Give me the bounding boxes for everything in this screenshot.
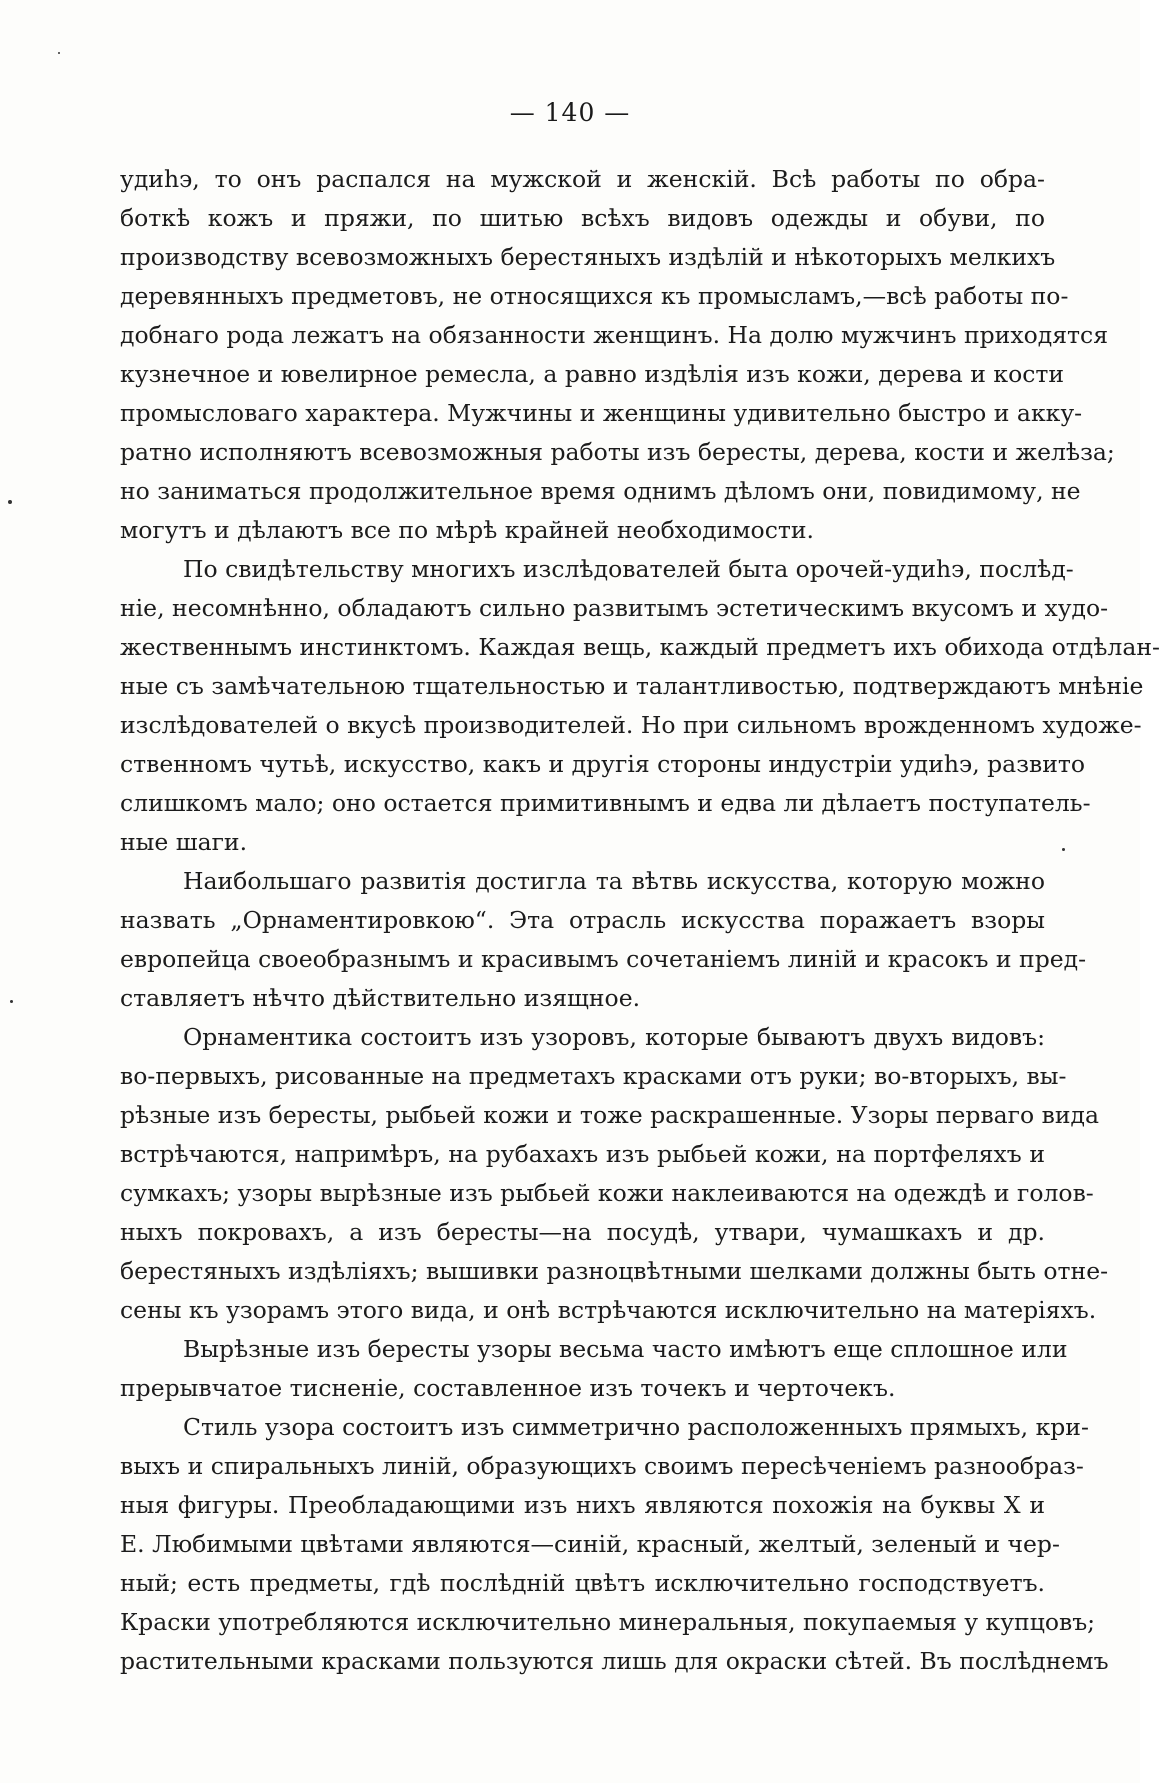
text-line: Вырѣзные изъ бересты узоры весьма часто имѣютъ еще сплошное или: [183, 1335, 1068, 1363]
scan-speck: [8, 500, 12, 504]
text-line: ставляетъ нѣчто дѣйствительно изящное.: [120, 984, 641, 1012]
page-number: — 140 —: [509, 98, 631, 127]
text-line: удиһэ, то онъ распался на мужской и женскій. Всѣ работы по обра-: [120, 165, 1045, 193]
text-line: добнаго рода лежатъ на обязанности женщинъ. На долю мужчинъ приходятся: [120, 321, 1109, 349]
text-line: ные съ замѣчательною тщательностью и талантливостью, подтверждаютъ мнѣніе: [120, 672, 1144, 700]
text-line: изслѣдователей о вкусѣ производителей. Но при сильномъ врожденномъ художе-: [120, 711, 1142, 739]
text-line: кузнечное и ювелирное ремесла, а равно издѣлія изъ кожи, дерева и кости: [120, 360, 1065, 388]
text-line: слишкомъ мало; оно остается примитивнымъ и едва ли дѣлаетъ поступатель-: [120, 789, 1091, 817]
scan-speck: [10, 1000, 13, 1003]
body-text: [120, 160, 1160, 1681]
text-line: Наибольшаго развитія достигла та вѣтвь искусства, которую можно: [183, 867, 1045, 895]
text-line: производству всевозможныхъ берестяныхъ издѣлій и нѣкоторыхъ мелкихъ: [120, 243, 1056, 271]
text-line: рѣзные изъ бересты, рыбьей кожи и тоже раскрашенные. Узоры перваго вида: [120, 1101, 1099, 1129]
text-line: берестяныхъ издѣліяхъ; вышивки разноцвѣтными шелками должны быть отне-: [120, 1257, 1109, 1285]
text-line: боткѣ кожъ и пряжи, по шитью всѣхъ видовъ одежды и обуви, по: [120, 204, 1045, 232]
text-line: европейца своеобразнымъ и красивымъ сочетаніемъ линій и красокъ и пред-: [120, 945, 1087, 973]
text-line: но заниматься продолжительное время однимъ дѣломъ они, повидимому, не: [120, 477, 1081, 505]
text-line: деревянныхъ предметовъ, не относящихся къ промысламъ,—всѣ работы по-: [120, 282, 1069, 310]
text-line: Орнаментика состоитъ изъ узоровъ, которые бываютъ двухъ видовъ:: [183, 1023, 1045, 1051]
text-line: прерывчатое тисненіе, составленное изъ точекъ и черточекъ.: [120, 1374, 896, 1402]
text-line: ственномъ чутьѣ, искусство, какъ и другія стороны индустріи удиһэ, развито: [120, 750, 1086, 778]
text-line: По свидѣтельству многихъ изслѣдователей быта орочей-удиһэ, послѣд-: [183, 555, 1074, 583]
scan-speck: [58, 52, 60, 54]
text-line: растительными красками пользуются лишь для окраски сѣтей. Въ послѣднемъ: [120, 1647, 1109, 1675]
scan-speck: [1062, 848, 1065, 851]
text-line: Краски употребляются исключительно минеральныя, покупаемыя у купцовъ;: [120, 1608, 1096, 1636]
text-line: выхъ и спиральныхъ линій, образующихъ своимъ пересѣченіемъ разнообраз-: [120, 1452, 1084, 1480]
text-line: ныя фигуры. Преобладающими изъ нихъ являются похожія на буквы X и: [120, 1491, 1045, 1519]
text-line: ный; есть предметы, гдѣ послѣдній цвѣтъ исключительно господствуетъ.: [120, 1569, 1045, 1597]
text-line: жественнымъ инстинктомъ. Каждая вещь, каждый предметъ ихъ обихода отдѣлан-: [120, 633, 1160, 661]
text-line: Стиль узора состоитъ изъ симметрично расположенныхъ прямыхъ, кри-: [183, 1413, 1089, 1441]
text-line: ніе, несомнѣнно, обладаютъ сильно развитымъ эстетическимъ вкусомъ и худо-: [120, 594, 1109, 622]
text-line: сены къ узорамъ этого вида, и онѣ встрѣчаются исключительно на матеріяхъ.: [120, 1296, 1097, 1324]
text-line: ратно исполняютъ всевозможныя работы изъ бересты, дерева, кости и желѣза;: [120, 438, 1115, 466]
text-line: E. Любимыми цвѣтами являются—синій, красный, желтый, зеленый и чер-: [120, 1530, 1060, 1558]
text-line: сумкахъ; узоры вырѣзные изъ рыбьей кожи наклеиваются на одеждѣ и голов-: [120, 1179, 1094, 1207]
text-line: промысловаго характера. Мужчины и женщины удивительно быстро и акку-: [120, 399, 1083, 427]
text-line: ные шаги.: [120, 828, 248, 856]
text-line: ныхъ покровахъ, а изъ бересты—на посудѣ, утвари, чумашкахъ и др.: [120, 1218, 1045, 1246]
text-line: назвать „Орнаментировкою“. Эта отрасль искусства поражаетъ взоры: [120, 906, 1045, 934]
text-line: могутъ и дѣлаютъ все по мѣрѣ крайней необходимости.: [120, 516, 814, 544]
text-line: встрѣчаются, напримѣръ, на рубахахъ изъ рыбьей кожи, на портфеляхъ и: [120, 1140, 1045, 1168]
text-line: во-первыхъ, рисованные на предметахъ красками отъ руки; во-вторыхъ, вы-: [120, 1062, 1067, 1090]
